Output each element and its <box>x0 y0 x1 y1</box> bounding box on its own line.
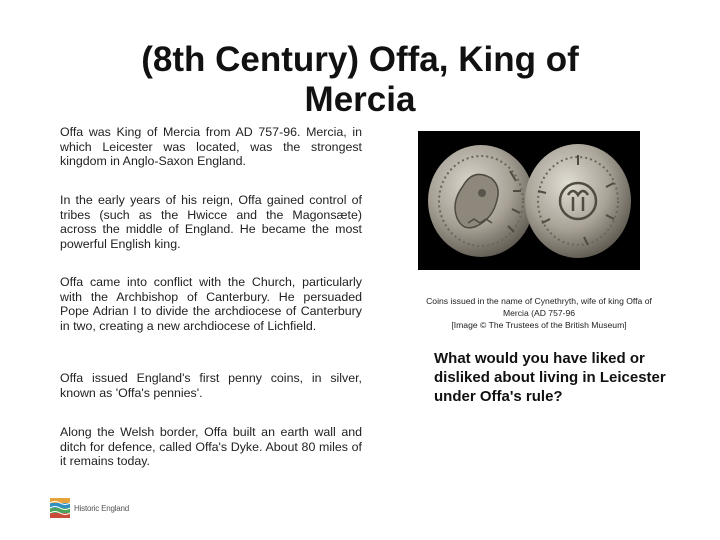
discussion-question: What would you have liked or disliked about living in Leicester under Offa's rule? <box>434 350 666 405</box>
caption-line-2: [Image © The Trustees of the British Museum] <box>451 320 627 330</box>
paragraph-church-conflict: Offa came into conflict with the Church, particularly with the Archbishop of Canterbury. He persuaded Pope Adrian I to divide the archdiocese of Canterbury in two, creating a new archdiocese of Lichfield. <box>60 275 362 333</box>
image-caption <box>418 295 660 331</box>
paragraph-reign: Offa was King of Mercia from AD 757-96. Mercia, in which Leicester was located, was the strongest kingdom in Anglo-Saxon England. <box>60 125 362 169</box>
historic-england-logo-icon <box>50 498 70 518</box>
coin-photo <box>418 131 640 270</box>
paragraph-penny-coins: Offa issued England's first penny coins, in silver, known as 'Offa's pennies'. <box>60 371 362 400</box>
paragraph-early-years: In the early years of his reign, Offa gained control of tribes (such as the Hwicce and the Magonsæte) across the middle of England. He became the most powerful English king. <box>60 193 362 251</box>
historic-england-logo <box>50 498 129 518</box>
paragraph-offas-dyke: Along the Welsh border, Offa built an earth wall and ditch for defence, called Offa's Dyke. About 80 miles of it remains today. <box>60 425 362 469</box>
logo-text: Historic England <box>74 503 130 513</box>
caption-line-1: Coins issued in the name of Cynethryth, wife of king Offa of Mercia (AD 757-96 <box>426 296 652 318</box>
slide-title: (8th Century) Offa, King of Mercia <box>141 40 579 119</box>
coins-image <box>418 131 640 270</box>
